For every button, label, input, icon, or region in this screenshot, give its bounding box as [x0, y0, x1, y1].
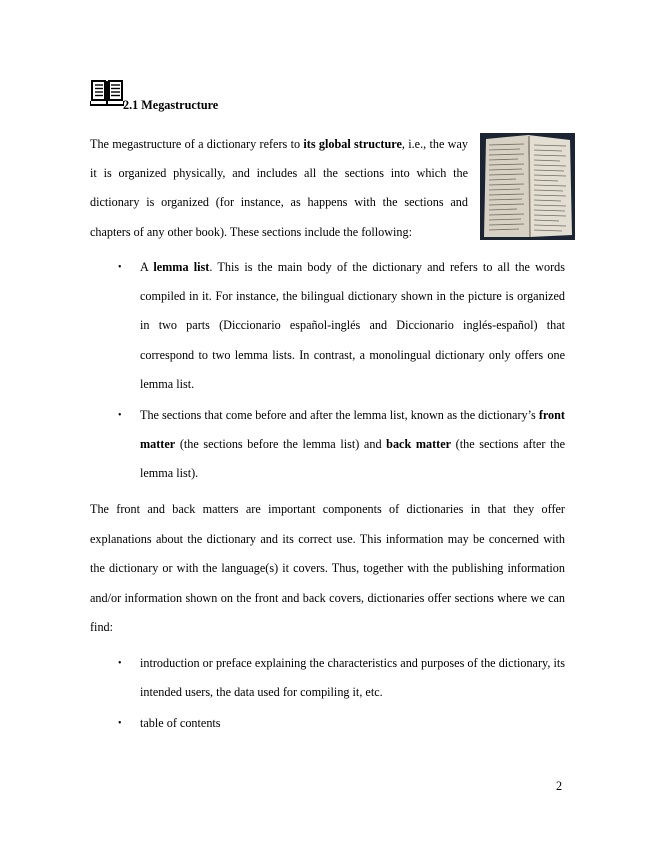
bullet: •	[118, 262, 122, 273]
item-text: (the sections before the lemma list) and	[175, 437, 387, 452]
list-item	[90, 649, 565, 707]
item-text: A	[140, 260, 154, 274]
body-paragraph: The front and back matters are important components of dictionaries in that they offer explanations about the dictionary and its correct use. This information may be concerned with the dictionary or with the language(s) it covers. Thus, together with the publishing information and/or information shown on the front and back covers, dictionaries offer sections where we can find:	[90, 502, 565, 635]
contents-list	[90, 649, 565, 739]
bold-term: lemma list	[153, 260, 210, 274]
list-item	[90, 401, 565, 489]
section-title: 2.1 Megastructure	[123, 98, 219, 112]
dictionary-photo	[480, 133, 575, 240]
item-text: . This is the main body of the dictionary and refers to all the words compiled in it. For instance, the bilingual dictionary shown in the picture is organized in two parts (Diccionario español-inglés and Diccionario inglés-español) that correspond to two lemma lists. In contrast, a monolingual dictionary only offers one lemma list.	[140, 260, 565, 391]
intro-paragraph	[90, 130, 468, 247]
bullet: •	[118, 718, 122, 730]
page-number: 2	[556, 779, 563, 793]
item-text: The sections that come before and after the lemma list, known as the dictionary’s	[140, 408, 539, 423]
intro-bold-term: its global structure	[303, 137, 402, 151]
bold-term: front matter	[140, 408, 565, 452]
item-text: (the sections after the lemma list).	[140, 437, 565, 481]
list-item	[90, 253, 565, 399]
open-book-icon	[90, 79, 124, 107]
intro-text-2: , i.e., the way it is organized physically, and includes all the sections into which the dictionary is organized (for instance, as happens with the sections and chapters of any other book). These sections include the following:	[90, 137, 468, 239]
bold-term: back matter	[386, 437, 452, 452]
bullet: •	[118, 658, 122, 669]
sections-list	[90, 253, 565, 489]
bullet: •	[118, 410, 122, 422]
item-text: introduction or preface explaining the characteristics and purposes of the dictionary, its intended users, the data used for compiling it, etc.	[140, 656, 565, 700]
intro-text-1: The megastructure of a dictionary refers to	[90, 137, 304, 151]
item-text: table of contents	[140, 716, 221, 731]
list-item	[90, 709, 565, 738]
